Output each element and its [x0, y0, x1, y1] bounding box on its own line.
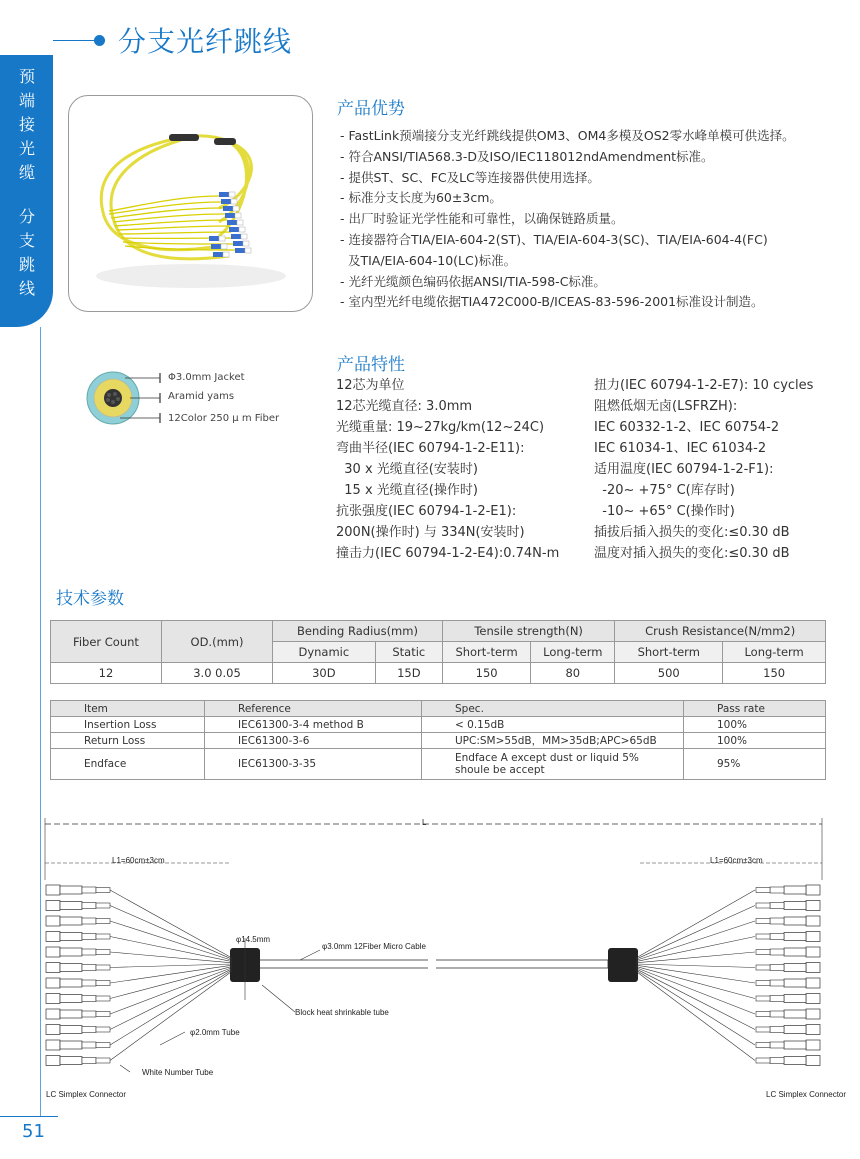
feature-item: 30 x 光缆直径(安装时) — [336, 462, 478, 477]
sidebar-char: 端 — [18, 91, 35, 110]
list-item: - 室内型光纤电缆依据TIA472C000-B/ICEAS-83-596-2001标准设计制造。 — [340, 294, 764, 310]
boot-right — [756, 965, 770, 970]
list-item: - FastLink预端接分支光纤跳线提供OM3、OM4多模及OS2零水峰单模可供选择。 — [340, 128, 795, 143]
table-cell: 80 — [531, 663, 615, 684]
table-cell: UPC:SM>55dB，MM>35dB;APC>65dB — [422, 733, 684, 749]
heat-leader — [262, 985, 295, 1012]
list-item: - 连接器符合TIA/EIA-604-2(ST)、TIA/EIA-604-3(SC)、TIA/EIA-604-4(FC) — [340, 231, 768, 247]
number-tube-right — [770, 903, 784, 909]
table-header: Tensile strength(N) — [442, 621, 614, 642]
table-cell: 500 — [615, 663, 723, 684]
tube-label: φ2.0mm Tube — [190, 1028, 240, 1037]
table-row — [51, 749, 826, 780]
features-right-column — [594, 375, 813, 564]
table-subheader: Long-term — [723, 642, 826, 663]
sidebar-char: 缆 — [18, 163, 35, 182]
boot-right — [756, 950, 770, 955]
number-tube-left — [82, 1058, 96, 1064]
boot-left — [96, 996, 110, 1001]
number-tube-left — [82, 887, 96, 893]
table-cell: IEC61300-3-35 — [205, 749, 422, 780]
lc-body-left — [60, 948, 82, 956]
aramid-label: Aramid yams — [168, 391, 235, 402]
lc-connector-right — [806, 916, 820, 926]
table-cell: Insertion Loss — [51, 717, 205, 733]
table-cell: 150 — [442, 663, 530, 684]
table-subheader: Static — [375, 642, 442, 663]
lc-body-left — [60, 886, 82, 894]
table-cell: 150 — [723, 663, 826, 684]
number-tube-right — [770, 965, 784, 971]
cable-cross-section — [80, 366, 310, 436]
boot-left — [96, 1012, 110, 1017]
fiber-left — [110, 966, 232, 998]
lc-connector-right — [806, 963, 820, 973]
table-cell: < 0.15dB — [422, 717, 684, 733]
boot-right — [756, 934, 770, 939]
boot-left — [96, 950, 110, 955]
fiber-right — [636, 921, 755, 960]
fiber-label: 12Color 250 μ m Fiber — [168, 413, 280, 424]
lc-body-right — [784, 933, 806, 941]
endface-spec-line2: shoule be accept — [455, 764, 545, 776]
number-tube-left — [82, 980, 96, 986]
connector-left-label: LC Simplex Connector — [46, 1090, 127, 1099]
list-item: - 提供ST、SC、FC及LC等连接器供使用选择。 — [340, 169, 600, 185]
lc-body-right — [784, 917, 806, 925]
feature-item: -20~ +75° C(库存时) — [594, 483, 735, 498]
table-cell: 12 — [51, 663, 162, 684]
feature-item: 弯曲半径(IEC 60794-1-2-E11): — [336, 441, 525, 456]
lc-connector-left — [46, 1025, 60, 1035]
feature-item: 12芯光缆直径: 3.0mm — [336, 399, 473, 414]
table-header: Fiber Count — [51, 621, 162, 663]
boot-left — [96, 965, 110, 970]
sidebar-tab — [0, 55, 53, 327]
boot-left — [96, 888, 110, 893]
table-cell: 100% — [684, 733, 826, 749]
boot-diameter-label: φ14.5mm — [236, 935, 271, 944]
lc-body-right — [784, 995, 806, 1003]
features-heading: 产品特性 — [337, 355, 405, 375]
table-cell: Endface — [51, 749, 205, 780]
fiber-left — [110, 890, 232, 958]
specs-table — [50, 620, 826, 684]
fiber-left — [110, 921, 232, 960]
number-tube-right — [770, 996, 784, 1002]
boot-left — [96, 1027, 110, 1032]
number-tube-left — [82, 965, 96, 971]
fiber-right — [636, 966, 755, 998]
sidebar-category-branch — [14, 205, 40, 301]
micro-cable-label: φ3.0mm 12Fiber Micro Cable — [322, 942, 426, 951]
number-tube-right — [770, 1042, 784, 1048]
feature-item: 适用温度(IEC 60794-1-2-F1): — [594, 462, 774, 477]
lc-connector-left — [46, 885, 60, 895]
lc-body-left — [60, 964, 82, 972]
fiber-right — [636, 906, 755, 960]
lc-body-left — [60, 1010, 82, 1018]
feature-item: 抗张强度(IEC 60794-1-2-E1): — [336, 504, 517, 519]
lc-body-right — [784, 902, 806, 910]
list-item: - 出厂时验证光学性能和可靠性，以确保链路质量。 — [340, 211, 624, 227]
feature-item: 撞击力(IEC 60794-1-2-E4):0.74N-m — [336, 546, 560, 561]
lc-connector-left — [46, 1056, 60, 1066]
boot-right — [756, 1012, 770, 1017]
assembly-drawing — [0, 810, 860, 1110]
table-header: OD.(mm) — [162, 621, 273, 663]
number-tube-right — [770, 887, 784, 893]
fiber-right — [636, 970, 755, 1045]
lc-connector-right — [806, 978, 820, 988]
boot-right — [756, 1027, 770, 1032]
boot-left — [96, 919, 110, 924]
footer-rule — [0, 1116, 58, 1117]
fiber-right — [636, 937, 755, 962]
number-tube-left — [82, 996, 96, 1002]
fiber-right — [636, 952, 755, 963]
lc-connector-right — [806, 1056, 820, 1066]
lc-body-right — [784, 1026, 806, 1034]
lc-body-right — [784, 979, 806, 987]
lc-body-left — [60, 1057, 82, 1065]
sidebar-char: 预 — [18, 67, 35, 86]
number-tube-right — [770, 918, 784, 924]
sidebar-char: 线 — [18, 279, 35, 298]
fiber-left — [110, 952, 232, 963]
table-header: Spec. — [422, 701, 684, 717]
test-table — [50, 700, 826, 780]
list-item: 及TIA/EIA-604-10(LC)标准。 — [340, 252, 517, 268]
boot-left — [96, 981, 110, 986]
lc-body-left — [60, 917, 82, 925]
number-leader — [120, 1065, 130, 1072]
fiber-right — [636, 965, 755, 983]
table-subheader: Dynamic — [273, 642, 376, 663]
table-subheader: Short-term — [615, 642, 723, 663]
table-cell: IEC61300-3-4 method B — [205, 717, 422, 733]
length-L1-left-label: L1=60cm±3cm — [112, 856, 165, 865]
table-cell: 100% — [684, 717, 826, 733]
lc-body-right — [784, 1041, 806, 1049]
number-tube-label: White Number Tube — [142, 1068, 214, 1077]
table-cell: 95% — [684, 749, 826, 780]
number-tube-right — [770, 1011, 784, 1017]
boot-left — [96, 903, 110, 908]
boot-right — [756, 1043, 770, 1048]
lc-connector-right — [806, 932, 820, 942]
feature-item: 12芯为单位 — [336, 378, 405, 393]
feature-item: 温度对插入损失的变化:≤0.30 dB — [594, 546, 790, 561]
fiber-left — [110, 968, 232, 1014]
sidebar-category-prefab — [14, 65, 40, 185]
number-tube-left — [82, 934, 96, 940]
table-subheader: Short-term — [442, 642, 530, 663]
table-header: Crush Resistance(N/mm2) — [615, 621, 826, 642]
list-item: - 符合ANSI/TIA568.3-D及ISO/IEC118012ndAmendment标准。 — [340, 148, 714, 164]
endface-spec-line1: Endface A except dust or liquid 5% — [455, 752, 639, 764]
boot-left — [96, 1043, 110, 1048]
list-item: - 光纤光缆颜色编码依据ANSI/TIA-598-C标准。 — [340, 273, 606, 289]
fiber-right — [636, 969, 755, 1030]
product-photo — [68, 95, 313, 312]
cable-break — [428, 956, 436, 972]
table-cell: 3.0 0.05 — [162, 663, 273, 684]
boot-right — [756, 903, 770, 908]
boot-left — [96, 1058, 110, 1063]
page-number: 51 — [22, 1121, 45, 1142]
lc-connector-right — [806, 947, 820, 957]
number-tube-left — [82, 1042, 96, 1048]
number-tube-left — [82, 903, 96, 909]
number-tube-left — [82, 1027, 96, 1033]
fiber-left — [110, 965, 232, 983]
table-row — [51, 717, 826, 733]
feature-item: IEC 60332-1-2、IEC 60754-2 — [594, 420, 780, 435]
fiber-left — [110, 937, 232, 962]
lc-body-right — [784, 1057, 806, 1065]
feature-item: -10~ +65° C(操作时) — [594, 504, 735, 519]
number-tube-right — [770, 934, 784, 940]
lc-body-left — [60, 995, 82, 1003]
lc-connector-right — [806, 1009, 820, 1019]
table-header: Item — [51, 701, 205, 717]
lc-connector-right — [806, 901, 820, 911]
lc-body-left — [60, 933, 82, 941]
fiber-right — [636, 968, 755, 1014]
lc-body-right — [784, 1010, 806, 1018]
advantages-heading: 产品优势 — [337, 99, 405, 119]
number-tube-right — [770, 949, 784, 955]
feature-item: 插拔后插入损失的变化:≤0.30 dB — [594, 525, 790, 540]
connector-right-label: LC Simplex Connector — [766, 1090, 847, 1099]
advantages-list — [340, 126, 820, 313]
sidebar-char: 光 — [18, 139, 35, 158]
table-cell: Return Loss — [51, 733, 205, 749]
number-tube-right — [770, 1058, 784, 1064]
fiber-right — [636, 964, 755, 968]
boot-right — [756, 981, 770, 986]
table-cell — [422, 749, 684, 780]
lc-body-left — [60, 979, 82, 987]
lc-connector-left — [46, 1009, 60, 1019]
table-cell: IEC61300-3-6 — [205, 733, 422, 749]
table-row — [51, 733, 826, 749]
feature-item: 光缆重量: 19~27kg/km(12~24C) — [336, 420, 545, 435]
page-title: 分支光纤跳线 — [118, 25, 293, 58]
lc-connector-left — [46, 994, 60, 1004]
boot-right — [756, 1058, 770, 1063]
length-L-label: L — [422, 818, 427, 827]
lc-body-left — [60, 1026, 82, 1034]
feature-item: IEC 61034-1、IEC 61034-2 — [594, 441, 767, 456]
lc-body-right — [784, 886, 806, 894]
list-item: - 标准分支长度为60±3cm。 — [340, 190, 502, 206]
lc-connector-right — [806, 885, 820, 895]
feature-item: 15 x 光缆直径(操作时) — [336, 483, 478, 498]
lc-connector-right — [806, 1025, 820, 1035]
number-tube-right — [770, 1027, 784, 1033]
lc-connector-left — [46, 916, 60, 926]
fiber-left — [110, 969, 232, 1030]
fiber-left — [110, 971, 232, 1060]
lc-body-right — [784, 948, 806, 956]
number-tube-left — [82, 918, 96, 924]
lc-connector-right — [806, 1040, 820, 1050]
table-header: Bending Radius(mm) — [273, 621, 443, 642]
boot-right — [756, 996, 770, 1001]
jacket-label: Φ3.0mm Jacket — [168, 372, 245, 383]
fiber-right — [636, 890, 755, 958]
sidebar-char: 分 — [18, 207, 35, 226]
table-cell: 30D — [273, 663, 376, 684]
lc-body-left — [60, 902, 82, 910]
lc-connector-right — [806, 994, 820, 1004]
tech-params-heading: 技术参数 — [56, 589, 124, 609]
boot-right — [756, 919, 770, 924]
number-tube-left — [82, 1011, 96, 1017]
lc-connector-left — [46, 932, 60, 942]
features-left-column — [336, 375, 559, 564]
table-header: Pass rate — [684, 701, 826, 717]
lc-connector-left — [46, 901, 60, 911]
fiber-left — [110, 906, 232, 960]
feature-item: 扭力(IEC 60794-1-2-E7): 10 cycles — [594, 378, 814, 393]
fiber-left — [110, 964, 232, 968]
sidebar-char: 跳 — [18, 255, 35, 274]
sidebar-char: 支 — [18, 231, 35, 250]
heat-shrink-label: Block heat shrinkable tube — [295, 1008, 389, 1017]
table-subheader: Long-term — [531, 642, 615, 663]
feature-item: 阻燃低烟无卤(LSFRZH): — [594, 399, 738, 414]
cable-leader — [300, 950, 320, 960]
title-bullet — [94, 35, 105, 46]
lc-connector-left — [46, 963, 60, 973]
table-row — [51, 663, 826, 684]
boot-left — [96, 934, 110, 939]
sidebar-char: 接 — [18, 115, 35, 134]
number-tube-left — [82, 949, 96, 955]
lc-body-left — [60, 1041, 82, 1049]
feature-item: 200N(操作时) 与 334N(安装时) — [336, 525, 525, 540]
lc-connector-left — [46, 1040, 60, 1050]
table-cell: 15D — [375, 663, 442, 684]
lc-connector-left — [46, 978, 60, 988]
tube-leader — [160, 1032, 185, 1045]
lc-connector-left — [46, 947, 60, 957]
breakout-boot-right — [608, 948, 638, 982]
fiber-right — [636, 971, 755, 1060]
length-L1-right-label: L1=60cm±3cm — [710, 856, 763, 865]
table-header: Reference — [205, 701, 422, 717]
boot-right — [756, 888, 770, 893]
number-tube-right — [770, 980, 784, 986]
lc-body-right — [784, 964, 806, 972]
